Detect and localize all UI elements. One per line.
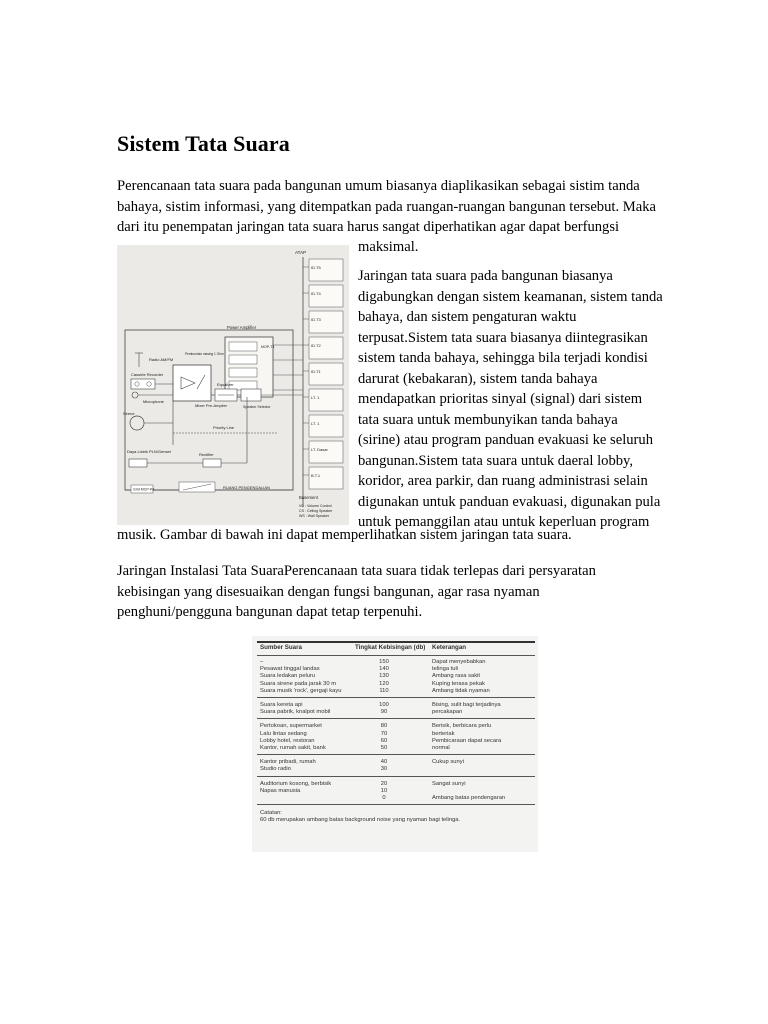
table-cell: 80 — [380, 723, 388, 730]
table-cell: 30 — [380, 766, 388, 773]
diagram-mixer-label: Mixer Pre-Amplier — [195, 403, 228, 408]
diagram-cassette-label: Cassete Recorder — [131, 372, 164, 377]
riser-zone-box — [309, 363, 343, 385]
diagram-sirene-label: Sirene — [123, 411, 135, 416]
diagram-radio-label: Radio AM/FM — [149, 357, 174, 362]
table-cell: Ambang rasa sakit — [432, 673, 481, 680]
paragraph-network: Jaringan tata suara pada bangunan biasanya digabungkan dengan sistem keamanan, sistem tanda bahaya, dan sistem pengaturan waktu terpusat.Sistem tata suara biasanya diintegrasikan sistem tanda bahaya, sehingga bila terjadi kondisi darurat (kebakaran), sistem tanda bahaya mendapatkan prioritas sinyal (signal) dari sistem tata suara untuk membunyikan tanda bahaya (sirine) atau program panduan evakuasi ke seluruh bangunan.Sistem tata suara untuk daeral lobby, koridor, area parkir, dan ruang administrasi selain digunakan untuk panduan evakuasi, digunakan pula untuk pemanggilan atau untuk keperluan program — [358, 268, 663, 530]
diagram-microphone-label: Microphone — [143, 399, 164, 404]
riser-zone-box — [309, 467, 343, 489]
page-title: Sistem Tata Suara — [117, 131, 290, 156]
paragraph-installation: Jaringan Instalasi Tata SuaraPerencanaan tata suara tidak terlepas dari persyaratan kebisingan yang disesuaikan dengan fungsi bangunan, agar rasa nyaman penghuni/pengguna bangunan dapat tetap terpenuhi. — [117, 563, 596, 620]
table-cell: 10 — [380, 787, 388, 794]
riser-zone-label: ID.T4 — [311, 291, 321, 296]
table-cell: Ambang batas pendengaran — [432, 795, 506, 801]
table-cell: 130 — [379, 673, 389, 680]
riser-zone-box — [309, 259, 343, 281]
table-cell: 0 — [382, 795, 386, 801]
riser-zone-box — [309, 337, 343, 359]
table-header-level: Tingkat Kebisingan (db) — [355, 644, 426, 651]
riser-zone-label: LT. 1 — [311, 395, 320, 400]
table-cell: Suara ledakan peluru — [260, 673, 316, 680]
table-cell: 100 — [379, 702, 389, 708]
sirene-symbol — [130, 416, 144, 430]
table-cell: Berisik, berbicara perlu — [432, 723, 492, 730]
riser-zone-label: ID.T2 — [311, 343, 321, 348]
diagram-rectifier-label: Rectifier — [199, 452, 214, 457]
table-cell: berteriak — [432, 730, 455, 737]
riser-zone-box — [309, 285, 343, 307]
table-note-text: 60 db merupakan ambang batas background noise yang nyaman bagi telinga. — [260, 817, 461, 824]
table-cell: Lalu lintas sedang — [260, 730, 307, 737]
table-cell: 40 — [380, 759, 388, 766]
table-cell: telinga tuli — [432, 666, 459, 673]
table-cell: – — [260, 659, 264, 665]
diagram-speaker-selector-label: Speaker Selector — [243, 405, 271, 409]
riser-zone-label: ID.T1 — [311, 369, 321, 374]
riser-zone-box — [309, 311, 343, 333]
table-cell: 50 — [380, 745, 388, 751]
table-group-divider — [257, 804, 535, 805]
table-cell: Suara pabrik, knalpot mobil — [260, 709, 331, 716]
diagram-mop-label: MOP-T1 — [261, 345, 275, 349]
riser-zone-box — [309, 389, 343, 411]
diagram-mcp-label: Grid MCP-PA — [133, 487, 155, 492]
diagram-legend-1: VC : Volume Control — [299, 504, 332, 508]
table-cell: 20 — [380, 780, 388, 787]
table-cell: 60 — [380, 737, 388, 744]
table-group-divider — [257, 754, 535, 755]
table-cell: normal — [432, 745, 450, 751]
riser-zone-label: ID.T5 — [311, 265, 321, 270]
table-cell: Bising, sulit bagi terjadinya — [432, 702, 501, 708]
table-cell: Studio radio — [260, 766, 291, 773]
table-cell: Sangat sunyi — [432, 780, 466, 787]
table-cell: Suara kereta api — [260, 702, 303, 708]
table-group-divider — [257, 776, 535, 777]
table-header-note: Keterangan — [432, 644, 467, 651]
paragraph-network-tail: musik. Gambar di bawah ini dapat memperlihatkan sistem jaringan tata suara. — [117, 527, 572, 543]
table-cell: Cukup sunyi — [432, 759, 464, 766]
table-cell: Ambang tidak nyaman — [432, 687, 490, 694]
speaker-selector-box — [241, 389, 261, 401]
table-cell: Pertokoan, supermarket — [260, 723, 322, 730]
table-group-divider — [257, 718, 535, 719]
diagram-top-label: ATAP — [295, 250, 307, 255]
table-cell: Kuping terasa pekak — [432, 680, 485, 687]
diagram-daya-label: Daya Listrik PLN/Genset — [127, 449, 171, 454]
table-cell: Pesawat tinggal landas — [260, 666, 320, 673]
table-cell: Suara musik 'rock', gergaji kayu — [260, 687, 342, 694]
table-cell: 150 — [379, 659, 389, 665]
table-cell: Kantor pribadi, rumah — [260, 759, 316, 766]
table-note-title: Catatan: — [260, 810, 282, 817]
table-cell: 120 — [379, 680, 389, 687]
diagram-legend-2: CS : Ceiling Speaker — [299, 509, 333, 513]
table-cell: Dapat menyebabkan — [432, 659, 486, 665]
riser-zone-label: B.T.1 — [311, 473, 321, 478]
rectifier-box — [203, 459, 221, 467]
table-cell: 140 — [379, 666, 389, 673]
sound-system-diagram — [117, 245, 349, 525]
diagram-equalizer-label: Equalizer — [217, 382, 234, 387]
table-cell: Lobby hotel, restoran — [260, 737, 315, 744]
riser-zone-box — [309, 415, 343, 437]
diagram-ruang-label: RUANG PENGENDALIAN — [223, 485, 270, 490]
table-cell: percakapan — [432, 709, 463, 716]
diagram-legend-3: WS : Wall Speaker — [299, 514, 330, 518]
power-source-box — [129, 459, 147, 467]
table-cell: 110 — [379, 687, 389, 694]
table-cell: Pembicaraan dapat secara — [432, 737, 502, 744]
diagram-basement-label: Basement — [299, 495, 318, 500]
paragraph-intro-tail: maksimal. — [358, 239, 419, 255]
mixer-box — [173, 365, 211, 401]
table-group-divider — [257, 697, 535, 698]
riser-zone-label: ID.T3 — [311, 317, 321, 322]
table-header-source: Sumber Suara — [260, 644, 302, 651]
diagram-pembumian-label: Pembumian masing 1 Ohm — [185, 352, 224, 356]
riser-zone-label: LT. 1 — [311, 421, 320, 426]
diagram-priority-label: Priority Line — [213, 425, 235, 430]
table-cell: 90 — [380, 709, 388, 716]
noise-level-table — [252, 636, 538, 852]
diagram-svg — [117, 245, 349, 525]
riser-zone-label: LT. Dasar — [311, 447, 328, 452]
diagram-zones — [303, 259, 343, 489]
paragraph-intro: Perencanaan tata suara pada bangunan umum biasanya diaplikasikan sebagai sistim tanda bahaya, sistim informasi, yang ditempatkan pada ruangan-ruangan bangunan tersebut. Maka dari itu penempatan jaringan tata suara harus sangat diperhatikan agar dapat berfungsi — [117, 178, 656, 235]
table-cell: Auditorium kosong, berbisik — [260, 780, 332, 787]
table-cell: 70 — [380, 730, 388, 737]
diagram-power-amp-label: Power Amplifier — [227, 325, 257, 330]
table-cell: Napas manusia — [260, 787, 301, 794]
table-cell: Suara sirene pada jarak 30 m — [260, 680, 337, 687]
riser-zone-box — [309, 441, 343, 463]
table-cell: Kantor, rumah sakit, bank — [260, 745, 326, 751]
